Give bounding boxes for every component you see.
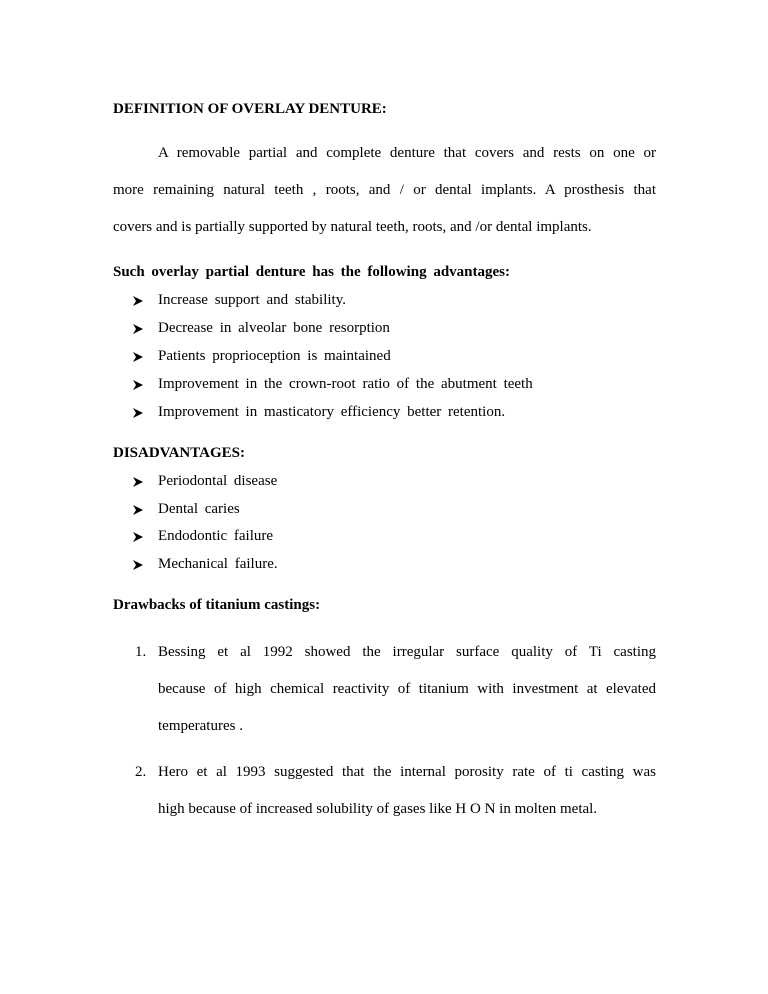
advantage-text: Increase support and stability.: [158, 292, 346, 308]
advantage-text: Improvement in the crown-root ratio of the abutment teeth: [158, 376, 533, 392]
drawback-line: Hero et al 1993 suggested that the internal porosity rate of ti casting was: [158, 764, 656, 780]
arrow-bullet-icon: [132, 295, 144, 307]
arrow-bullet-icon: [132, 407, 144, 419]
drawback-line: because of high chemical reactivity of titanium with investment at elevated: [158, 681, 656, 697]
advantage-text: Decrease in alveolar bone resorption: [158, 320, 390, 336]
arrow-bullet-icon: [132, 351, 144, 363]
definition-heading: DEFINITION OF OVERLAY DENTURE:: [113, 101, 387, 117]
advantages-heading: Such overlay partial denture has the following advantages:: [113, 264, 510, 280]
advantage-text: Patients proprioception is maintained: [158, 348, 391, 364]
arrow-bullet-icon: [132, 379, 144, 391]
advantage-text: Improvement in masticatory efficiency better retention.: [158, 404, 506, 420]
disadvantage-text: Endodontic failure: [158, 528, 274, 544]
drawback-line: high because of increased solubility of gases like H O N in molten metal.: [158, 801, 598, 817]
disadvantage-text: Mechanical failure.: [158, 556, 278, 572]
arrow-bullet-icon: [132, 323, 144, 335]
disadvantages-heading: DISADVANTAGES:: [113, 445, 245, 461]
disadvantage-text: Periodontal disease: [158, 473, 278, 489]
disadvantage-text: Dental caries: [158, 501, 240, 517]
arrow-bullet-icon: [132, 531, 144, 543]
drawback-line: Bessing et al 1992 showed the irregular surface quality of Ti casting: [158, 644, 656, 660]
definition-line: A removable partial and complete denture that covers and rests on one or: [158, 145, 656, 161]
arrow-bullet-icon: [132, 559, 144, 571]
drawback-line: temperatures .: [158, 718, 243, 734]
list-number: 2.: [135, 764, 147, 780]
definition-line: covers and is partially supported by natural teeth, roots, and /or dental implants.: [113, 219, 592, 235]
drawbacks-heading: Drawbacks of titanium castings:: [113, 597, 321, 613]
list-number: 1.: [135, 644, 147, 660]
definition-line: more remaining natural teeth , roots, and / or dental implants. A prosthesis that: [113, 182, 656, 198]
arrow-bullet-icon: [132, 476, 144, 488]
arrow-bullet-icon: [132, 504, 144, 516]
